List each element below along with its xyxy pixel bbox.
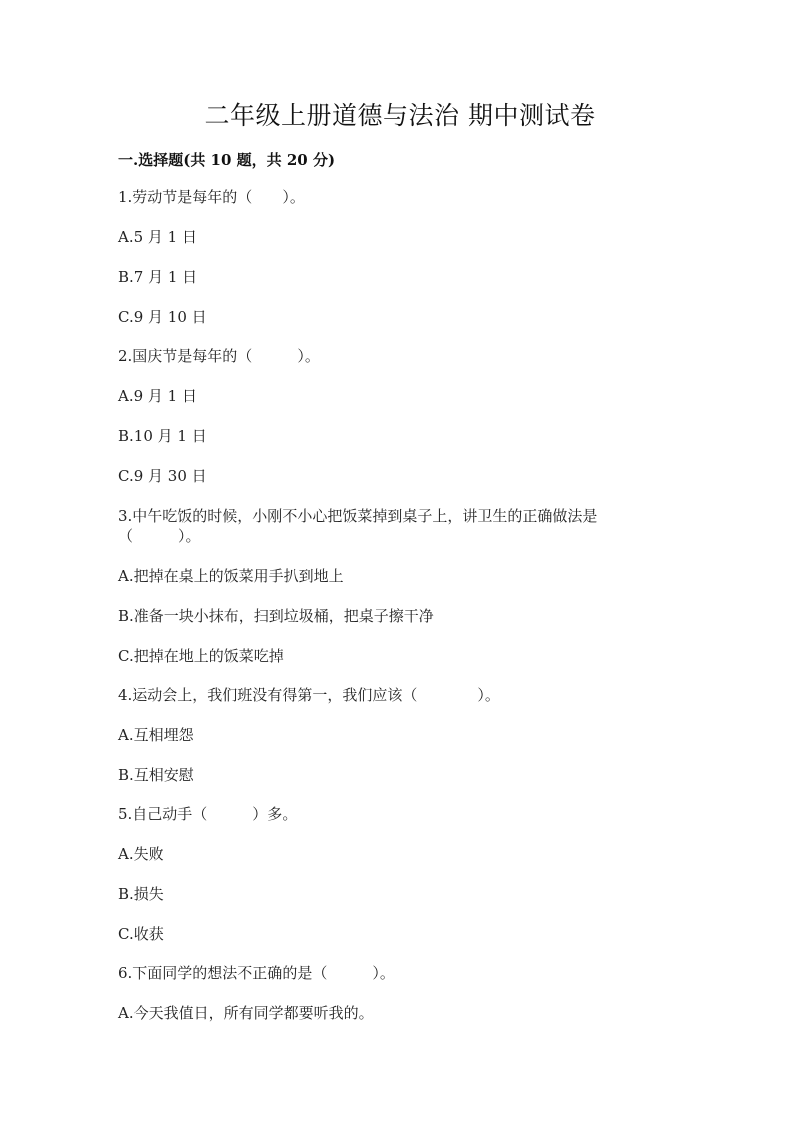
option-b: B.互相安慰 <box>118 766 194 784</box>
option-c: C.9 月 30 日 <box>118 467 207 485</box>
option-a: A.9 月 1 日 <box>118 387 197 405</box>
question-stem: 2.国庆节是每年的（ ）。 <box>118 347 320 365</box>
option-c: C.9 月 10 日 <box>118 308 207 326</box>
question-stem: 1.劳动节是每年的（ ）。 <box>118 188 305 206</box>
option-a: A.把掉在桌上的饭菜用手扒到地上 <box>118 567 344 585</box>
option-b: B.7 月 1 日 <box>118 268 198 286</box>
option-a: A.5 月 1 日 <box>118 228 197 246</box>
question-stem: 3.中午吃饭的时候，小刚不小心把饭菜掉到桌子上，讲卫生的正确做法是（ ）。 <box>118 507 598 545</box>
option-a: A.今天我值日，所有同学都要听我的。 <box>118 1004 374 1022</box>
option-b: B.10 月 1 日 <box>118 427 207 445</box>
question-stem: 4.运动会上，我们班没有得第一，我们应该（ ）。 <box>118 686 500 704</box>
option-b: B.损失 <box>118 885 164 903</box>
section-heading: 一.选择题(共 10 题，共 20 分) <box>118 151 336 169</box>
option-b: B.准备一块小抹布，扫到垃圾桶，把桌子擦干净 <box>118 607 434 625</box>
option-a: A.互相埋怨 <box>118 726 194 744</box>
option-a: A.失败 <box>118 845 164 863</box>
question-stem: 5.自己动手（ ）多。 <box>118 805 298 823</box>
question-stem: 6.下面同学的想法不正确的是（ ）。 <box>118 964 395 982</box>
option-c: C.把掉在地上的饭菜吃掉 <box>118 647 284 665</box>
option-c: C.收获 <box>118 925 164 943</box>
page-title: 二年级上册道德与法治 期中测试卷 <box>204 101 596 130</box>
